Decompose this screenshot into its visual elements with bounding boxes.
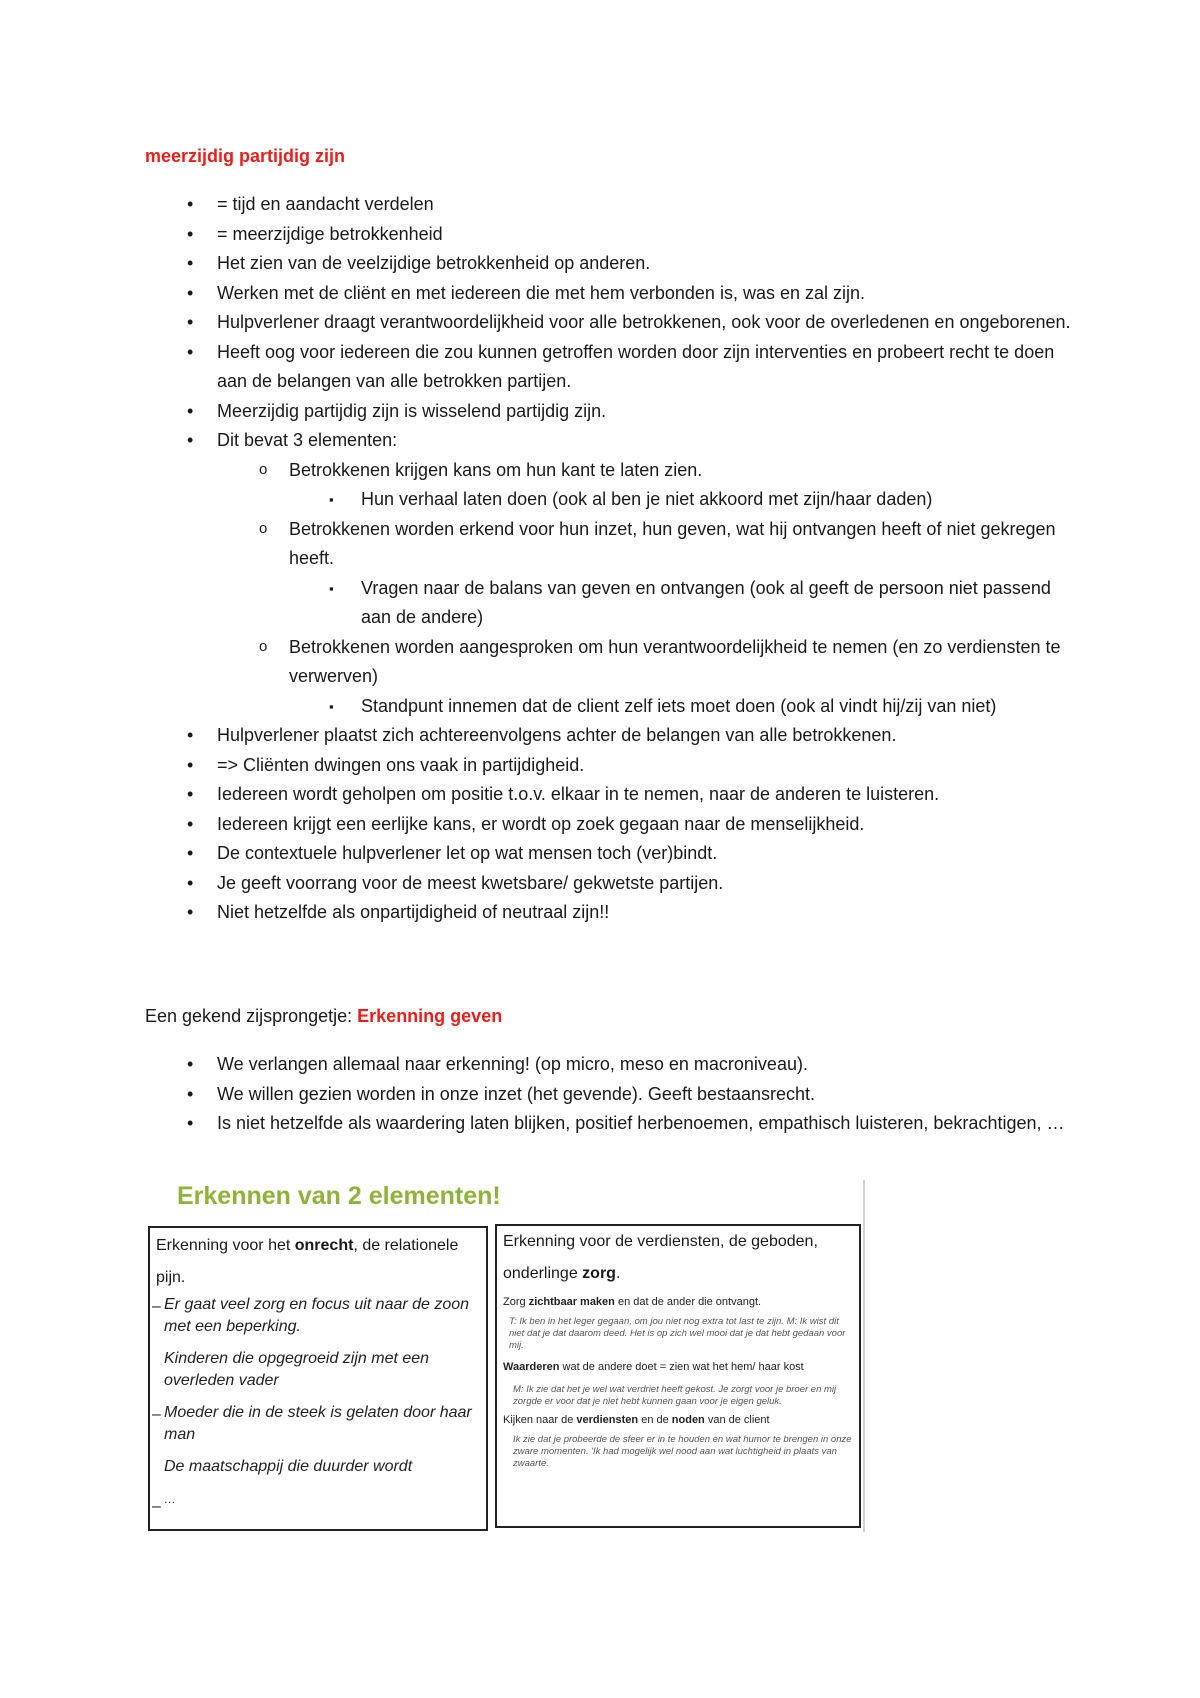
list-item: • = meerzijdige betrokkenheid <box>145 220 1085 250</box>
verdiensten-box-heading: Erkenning voor de verdiensten, de geboden, onderlinge zorg. <box>503 1233 818 1282</box>
ellipsis: … <box>164 1492 176 1506</box>
list-item: • Werken met de cliënt en met iedereen die met hem verbonden is, was en zal zijn. <box>145 279 1085 309</box>
element-text: Betrokkenen worden erkend voor hun inzet, hun geven, wat hij ontvangen heeft of niet gekregen heeft. <box>289 518 1056 568</box>
slide-title: Erkennen van 2 elementen! <box>177 1182 501 1210</box>
verdiensten-line: Zorg zichtbaar maken en dat de ander die ontvangt. <box>503 1296 762 1308</box>
list-item: • Niet hetzelfde als onpartijdigheid of neutraal zijn!! <box>145 898 1085 928</box>
quote-text: T: Ik ben in het leger gegaan, om jou niet nog extra tot last te zijn. M: Ik wist dit niet dat je dat daarom deed. Het is op zich wel mooi dat je dat hebt gedaan voor mij. <box>509 1316 846 1351</box>
quote-text: Ik zie dat je probeerde de sfeer er in te houden en wat humor te brengen in onze zware momenten. 'Ik had mogelijk wel nood aan wat luchtigheid in plaats van zwaarte. <box>513 1434 852 1469</box>
list-item: • => Cliënten dwingen ons vaak in partijdigheid. <box>145 751 1085 781</box>
list-item: • Iedereen wordt geholpen om positie t.o.v. elkaar in te nemen, naar de anderen te luisteren. <box>145 780 1085 810</box>
element-item <box>217 515 1085 633</box>
example-item: Kinderen die opgegroeid zijn met een overleden vader <box>164 1350 430 1389</box>
list-item: • Hulpverlener draagt verantwoordelijkheid voor alle betrokkenen, ook voor de overledenen en ongeborenen. <box>145 308 1085 338</box>
dash-marker: – <box>152 1298 161 1315</box>
list-item: • Is niet hetzelfde als waardering laten blijken, positief herbenoemen, empathisch luisteren, bekrachtigen, … <box>145 1109 1085 1139</box>
list-item-text: Dit bevat 3 elementen: <box>217 430 398 450</box>
list-item: • De contextuele hulpverlener let op wat mensen toch (ver)bindt. <box>145 839 1085 869</box>
sidestep-prefix: Een gekend zijsprongetje: <box>145 1006 358 1026</box>
example-item: Moeder die in de steek is gelaten door haar man <box>164 1404 472 1443</box>
embedded-slide-image <box>145 1180 865 1532</box>
element-text: Betrokkenen worden aangesproken om hun verantwoordelijkheid te nemen (en zo verdiensten te verwerven) <box>289 636 1061 686</box>
list-item <box>145 426 1085 721</box>
onrecht-examples <box>164 1294 480 1510</box>
sidestep-paragraph <box>145 1006 502 1027</box>
list-item: • Je geeft voorrang voor de meest kwetsbare/ gekwetste partijen. <box>145 869 1085 899</box>
example-item: De maatschappij die duurder wordt <box>164 1458 413 1475</box>
element-text: Betrokkenen krijgen kans om hun kant te laten zien. <box>289 459 703 480</box>
list-item: • = tijd en aandacht verdelen <box>145 190 1085 220</box>
dash-marker: – <box>152 1498 161 1515</box>
element-sub-item: ▪ Vragen naar de balans van geven en ontvangen (ook al geeft de persoon niet passend aan de andere) <box>289 574 1085 633</box>
verdiensten-box <box>495 1224 861 1528</box>
onrecht-box-heading: Erkenning voor het onrecht, de relationele pijn. <box>156 1237 459 1286</box>
verdiensten-line: Kijken naar de verdiensten en de noden van de client <box>503 1414 770 1426</box>
list-item: • Het zien van de veelzijdige betrokkenheid op anderen. <box>145 249 1085 279</box>
dash-marker: – <box>152 1406 161 1423</box>
element-item <box>217 633 1085 722</box>
section-heading: meerzijdig partijdig zijn <box>145 146 346 166</box>
erkenning-bullet-list <box>145 1050 1085 1139</box>
list-item: • Iedereen krijgt een eerlijke kans, er wordt op zoek gegaan naar de menselijkheid. <box>145 810 1085 840</box>
element-sub-item: ▪ Standpunt innemen dat de client zelf iets moet doen (ook al vindt hij/zij van niet) <box>289 692 1085 722</box>
example-item: Er gaat veel zorg en focus uit naar de zoon met een beperking. <box>164 1296 470 1335</box>
list-item: • We willen gezien worden in onze inzet (het gevende). Geeft bestaansrecht. <box>145 1080 1085 1110</box>
slide-border <box>863 1180 865 1532</box>
elements-sublist <box>217 456 1085 722</box>
main-bullet-list <box>145 190 1085 928</box>
list-item: • Meerzijdig partijdig zijn is wisselend partijdig zijn. <box>145 397 1085 427</box>
element-item <box>217 456 1085 515</box>
onrecht-box <box>148 1226 488 1531</box>
list-item: • Hulpverlener plaatst zich achtereenvolgens achter de belangen van alle betrokkenen. <box>145 721 1085 751</box>
list-item: • We verlangen allemaal naar erkenning! (op micro, meso en macroniveau). <box>145 1050 1085 1080</box>
quote-text: M: Ik zie dat het je wel wat verdriet heeft gekost. Je zorgt voor je broer en mij zorgde er voor dat je niet hebt kunnen gaan voor je eigen geluk. <box>513 1384 837 1407</box>
sidestep-highlight: Erkenning geven <box>357 1006 503 1026</box>
verdiensten-content <box>503 1296 853 1470</box>
element-sub-item: ▪ Hun verhaal laten doen (ook al ben je niet akkoord met zijn/haar daden) <box>289 485 1085 515</box>
verdiensten-line: Waarderen wat de andere doet = zien wat het hem/ haar kost <box>503 1361 804 1373</box>
list-item: • Heeft oog voor iedereen die zou kunnen getroffen worden door zijn interventies en probeert recht te doen aan de belangen van alle betrokken partijen. <box>145 338 1085 397</box>
